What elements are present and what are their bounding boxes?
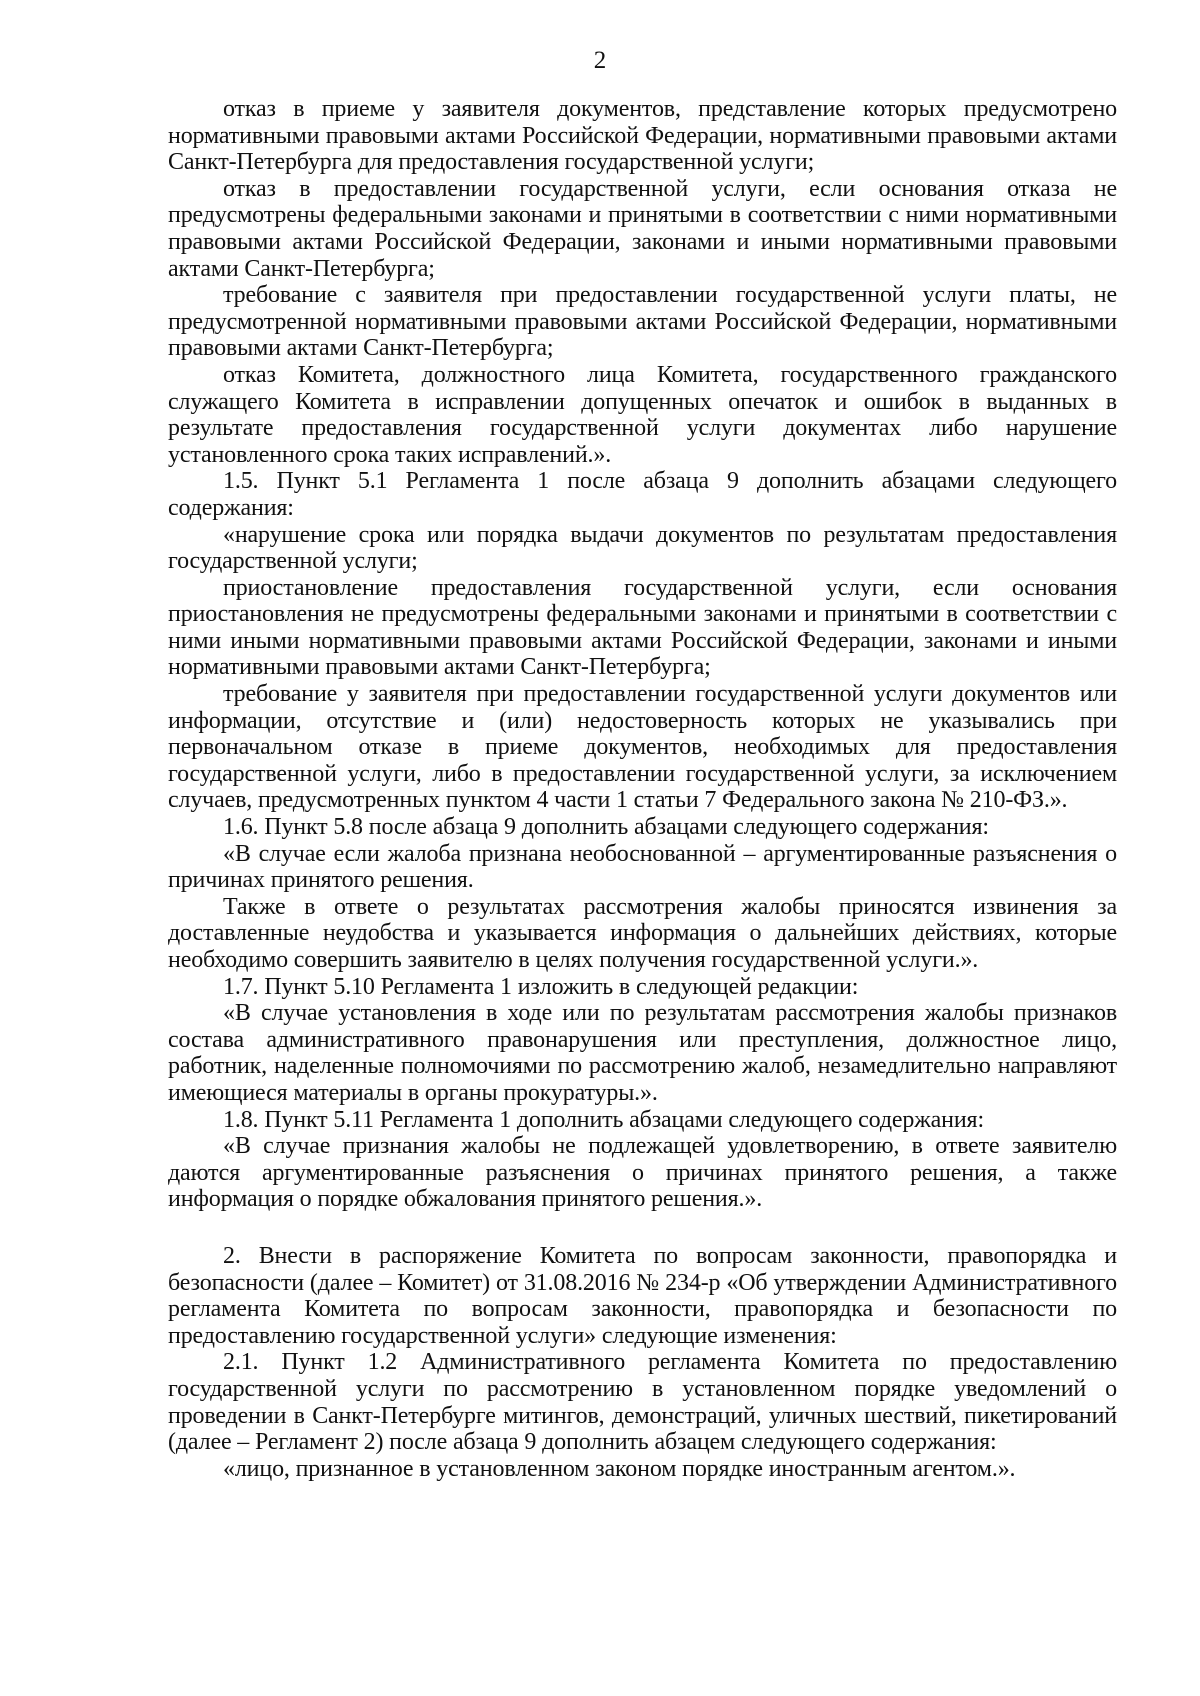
paragraph-item-2-1: 2.1. Пункт 1.2 Административного регламента Комитета по предоставлению государственной услуги по рассмотрению в установленном порядке уведомлений о проведении в Санкт-Петербурге митингов, демонстраций, уличных шествий, пикетирований (далее – Регламент 2) после абзаца 9 дополнить абзацем следующего содержания: [168,1349,1117,1456]
paragraph-apologies: Также в ответе о результатах рассмотрения жалобы приносятся извинения за доставленные неудобства и указывается информация о дальнейших действиях, которые необходимо совершить заявителю в целях получения государственной услуги.». [168,893,1117,973]
document-body [168,96,1117,1482]
paragraph-refusal-corrections: отказ Комитета, должностного лица Комитета, государственного гражданского служащего Комитета в исправлении допущенных опечаток и ошибок в выданных в результате предоставления государственной услуги документах либо нарушение установленного срока таких исправлений.». [168,361,1117,468]
paragraph-fee-requirement: требование с заявителя при предоставлении государственной услуги платы, не предусмотренной нормативными правовыми актами Российской Федерации, нормативными правовыми актами Санкт-Петербурга; [168,282,1117,362]
paragraph-deadline-violation: «нарушение срока или порядка выдачи документов по результатам предоставления государственной услуги; [168,521,1117,575]
paragraph-document-requirement: требование у заявителя при предоставлении государственной услуги документов или информации, отсутствие и (или) недостоверность которых не указывались при первоначальном отказе в приеме документов, необходимых для предоставления государственной услуги, либо в предоставлении государственной услуги, за исключением случаев, предусмотренных пунктом 4 части 1 статьи 7 Федерального закона № 210-ФЗ.». [168,681,1117,814]
paragraph-foreign-agent: «лицо, признанное в установленном законом порядке иностранным агентом.». [223,1455,1016,1482]
page-number: 2 [593,47,607,74]
paragraph-item-1-7: 1.7. Пункт 5.10 Регламента 1 изложить в следующей редакции: [223,973,859,1000]
paragraph-unfounded-complaint: «В случае если жалоба признана необоснованной – аргументированные разъяснения о причинах принятого решения. [168,840,1117,894]
paragraph-item-1-5: 1.5. Пункт 5.1 Регламента 1 после абзаца 9 дополнить абзацами следующего содержания: [168,468,1117,521]
paragraph-refusal-service: отказ в предоставлении государственной услуги, если основания отказа не предусмотрены федеральными законами и принятыми в соответствии с ними нормативными правовыми актами Российской Федерации, законами и иными нормативными правовыми актами Санкт-Петербурга; [168,175,1117,282]
paragraph-item-2: 2. Внести в распоряжение Комитета по вопросам законности, правопорядка и безопасности (далее – Комитет) от 31.08.2016 № 234-р «Об утверждении Административного регламента Комитета по вопросам законности, правопорядка и безопасности по предоставлению государственной услуги» следующие изменения: [168,1242,1117,1349]
paragraph-suspension: приостановление предоставления государственной услуги, если основания приостановления не предусмотрены федеральными законами и принятыми в соответствии с ними иными нормативными правовыми актами Российской Федерации, законами и иными нормативными правовыми актами Санкт-Петербурга; [168,574,1117,681]
paragraph-refusal-documents: отказ в приеме у заявителя документов, представление которых предусмотрено нормативными правовыми актами Российской Федерации, нормативными правовыми актами Санкт-Петербурга для предоставления государственной услуги; [168,96,1117,176]
paragraph-complaint-rejected: «В случае признания жалобы не подлежащей удовлетворению, в ответе заявителю даются аргументированные разъяснения о причинах принятого решения, а также информация о порядке обжалования принятого решения.». [168,1133,1117,1213]
section-gap [168,1213,1117,1243]
paragraph-item-1-6: 1.6. Пункт 5.8 после абзаца 9 дополнить абзацами следующего содержания: [223,814,989,841]
paragraph-item-1-8: 1.8. Пункт 5.11 Регламента 1 дополнить абзацами следующего содержания: [223,1106,984,1133]
paragraph-prosecutor-referral: «В случае установления в ходе или по результатам рассмотрения жалобы признаков состава административного правонарушения или преступления, должностное лицо, работник, наделенные полномочиями по рассмотрению жалоб, незамедлительно направляют имеющиеся материалы в органы прокуратуры.». [168,1000,1117,1106]
